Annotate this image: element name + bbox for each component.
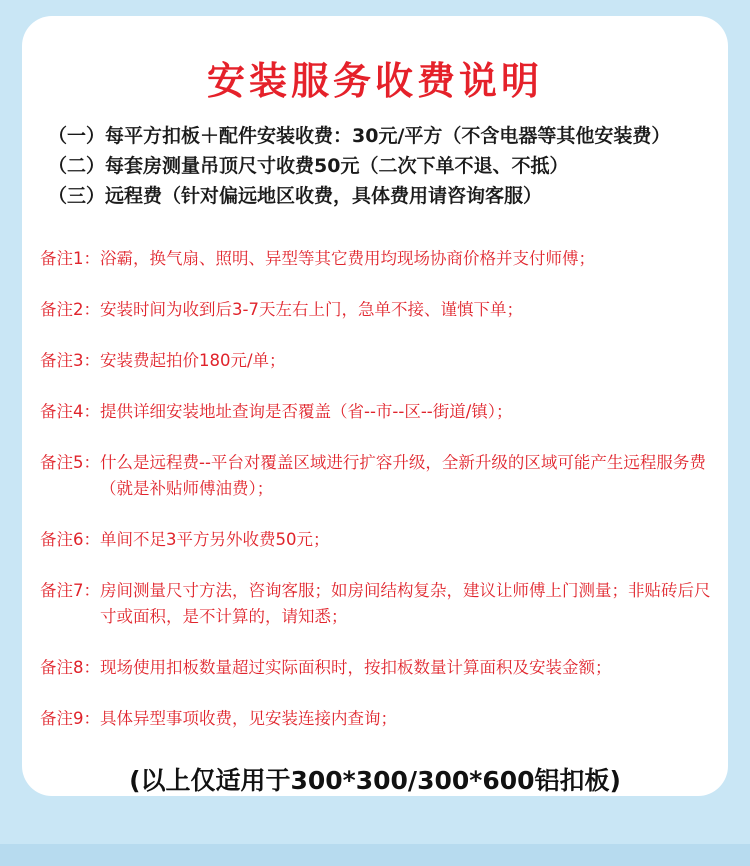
fee-item-3: （三）远程费（针对偏远地区收费，具体费用请咨询客服） xyxy=(48,185,543,207)
page-title: 安装服务收费说明 xyxy=(206,59,543,103)
note-label: 备注6： xyxy=(40,530,100,549)
bottom-strip xyxy=(0,844,750,866)
note-9 xyxy=(40,706,720,732)
note-text: 浴霸，换气扇、照明、异型等其它费用均现场协商价格并支付师傅； xyxy=(100,249,595,268)
note-text: 现场使用扣板数量超过实际面积时，按扣板数量计算面积及安装金额； xyxy=(100,658,612,677)
note-5 xyxy=(40,450,720,502)
note-label: 备注7： xyxy=(40,581,100,600)
note-label: 备注5： xyxy=(40,453,100,472)
note-label: 备注1： xyxy=(40,249,100,268)
fee-item-1: （一）每平方扣板＋配件安装收费：30元/平方（不含电器等其他安装费） xyxy=(48,125,671,147)
note-1 xyxy=(40,246,720,272)
note-4 xyxy=(40,399,720,425)
fee-items-list xyxy=(48,121,718,211)
applicability-footer: (以上仅适用于300*300/300*600铝扣板) xyxy=(129,766,621,795)
note-text: 提供详细安装地址查询是否覆盖（省--市--区--街道/镇）； xyxy=(100,402,513,421)
note-label: 备注8： xyxy=(40,658,100,677)
note-text: 安装时间为收到后3-7天左右上门，急单不接、谨慎下单； xyxy=(100,300,523,319)
note-text: 什么是远程费--平台对覆盖区域进行扩容升级，全新升级的区域可能产生远程服务费（就是补贴师傅油费）； xyxy=(100,453,706,498)
note-2 xyxy=(40,297,720,323)
note-label: 备注9： xyxy=(40,709,100,728)
note-label: 备注3： xyxy=(40,351,100,370)
note-text: 具体异型事项收费，见安装连接内查询； xyxy=(100,709,397,728)
note-8 xyxy=(40,655,720,681)
note-label: 备注2： xyxy=(40,300,100,319)
note-text: 单间不足3平方另外收费50元； xyxy=(100,530,330,549)
pricing-card xyxy=(22,16,728,796)
note-3 xyxy=(40,348,720,374)
note-text: 安装费起拍价180元/单； xyxy=(100,351,286,370)
fee-item-2: （二）每套房测量吊顶尺寸收费50元（二次下单不退、不抵） xyxy=(48,155,569,177)
note-6 xyxy=(40,527,720,553)
note-label: 备注4： xyxy=(40,402,100,421)
note-text: 房间测量尺寸方法，咨询客服；如房间结构复杂，建议让师傅上门测量；非贴砖后尺寸或面积，是不计算的，请知悉； xyxy=(100,581,711,626)
notes-list xyxy=(40,246,720,757)
note-7 xyxy=(40,578,720,630)
